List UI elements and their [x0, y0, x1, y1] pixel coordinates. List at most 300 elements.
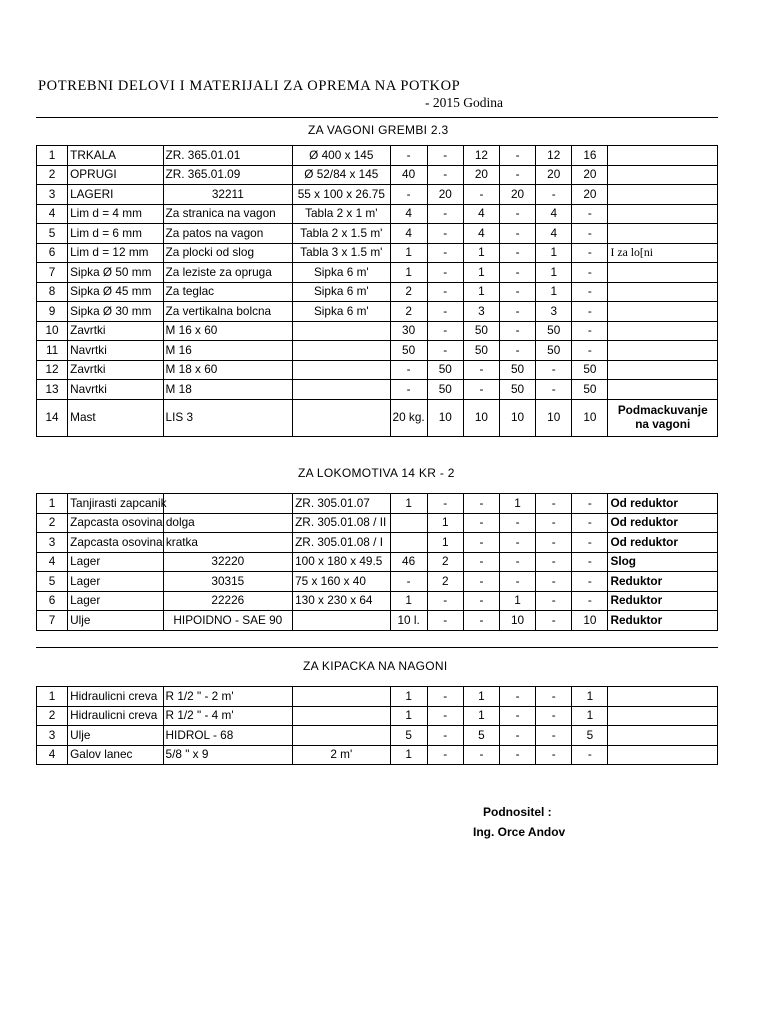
- table-cell: R 1/2 " - 2 m': [163, 687, 293, 707]
- table-cell: 12: [536, 146, 572, 166]
- table-cell: -: [463, 185, 499, 205]
- table-cell: 10: [499, 399, 535, 436]
- table-cell: 50: [572, 380, 608, 400]
- table-cell: 4: [37, 552, 68, 572]
- table-cell: Zapcasta osovina kratka: [68, 533, 163, 553]
- table-cell: -: [390, 185, 427, 205]
- table-cell: Sipka 6 m': [293, 263, 390, 283]
- table-cell: M 16: [163, 341, 293, 361]
- table-cell: 1: [390, 745, 427, 765]
- table-cell: LAGERI: [68, 185, 163, 205]
- table-cell: Sipka 6 m': [293, 302, 390, 322]
- table-cell: 46: [390, 552, 427, 572]
- table-cell: -: [572, 321, 608, 341]
- table-cell: 4: [37, 745, 68, 765]
- table-row: [37, 611, 718, 631]
- table-cell: 1: [536, 263, 572, 283]
- table-cell: 1: [499, 494, 535, 514]
- table-cell: 2: [37, 165, 68, 185]
- table-cell: -: [463, 494, 499, 514]
- table-cell: 1: [37, 494, 68, 514]
- table-cell: Za leziste za opruga: [163, 263, 293, 283]
- table-cell: 20 kg.: [390, 399, 427, 436]
- table-cell: 1: [390, 243, 427, 263]
- table-cell: [390, 513, 427, 533]
- table-cell: 75 x 160 x 40: [293, 572, 390, 592]
- table-cell: 50: [427, 360, 463, 380]
- table-cell: Galov lanec: [68, 745, 163, 765]
- table-cell: [608, 263, 718, 283]
- table-cell: Tanjirasti zapcanik: [68, 494, 163, 514]
- table-cell: -: [536, 494, 572, 514]
- table-cell: 30315: [163, 572, 293, 592]
- table-cell: 22226: [163, 591, 293, 611]
- table-cell: ZR. 305.01.07: [293, 494, 390, 514]
- table-cell: -: [427, 341, 463, 361]
- table-row: [37, 360, 718, 380]
- table-cell: [293, 321, 390, 341]
- table-cell: -: [536, 726, 572, 746]
- table-cell: -: [463, 572, 499, 592]
- table-cell: 1: [390, 591, 427, 611]
- table-cell: 14: [37, 399, 68, 436]
- table-cell: 1: [536, 282, 572, 302]
- table-cell: -: [427, 243, 463, 263]
- table-cell: -: [463, 745, 499, 765]
- table-cell: 4: [463, 224, 499, 244]
- table-cell: Navrtki: [68, 380, 163, 400]
- table-cell: 50: [499, 380, 535, 400]
- table-cell: -: [427, 282, 463, 302]
- table-cell: -: [499, 282, 535, 302]
- table-cell: 10: [499, 611, 535, 631]
- table-cell: 20: [499, 185, 535, 205]
- table-cell: -: [463, 380, 499, 400]
- table-cell: -: [572, 513, 608, 533]
- table-cell: HIPOIDNO - SAE 90: [163, 611, 293, 631]
- table-cell: -: [499, 263, 535, 283]
- table-cell: -: [572, 282, 608, 302]
- table-cell: 20: [572, 185, 608, 205]
- table-cell: 1: [390, 494, 427, 514]
- table-cell: 9: [37, 302, 68, 322]
- table-cell: 12: [463, 146, 499, 166]
- table-cell: Sipka Ø 30 mm: [68, 302, 163, 322]
- table-cell: Hidraulicni creva: [68, 706, 163, 726]
- table-cell: Od reduktor: [608, 533, 718, 553]
- table-cell: Za stranica na vagon: [163, 204, 293, 224]
- table-cell: -: [427, 611, 463, 631]
- table-cell: Od reduktor: [608, 494, 718, 514]
- table-cell: [608, 321, 718, 341]
- table-cell: 20: [536, 165, 572, 185]
- table-cell: TRKALA: [68, 146, 163, 166]
- table-cell: Lim d = 4 mm: [68, 204, 163, 224]
- table-cell: 5: [572, 726, 608, 746]
- table-cell: -: [427, 224, 463, 244]
- divider-line: [36, 117, 718, 118]
- table-cell: OPRUGI: [68, 165, 163, 185]
- table-cell: 1: [390, 687, 427, 707]
- table-cell: -: [572, 552, 608, 572]
- table-cell: -: [463, 552, 499, 572]
- table-cell: [608, 360, 718, 380]
- table-cell: Mast: [68, 399, 163, 436]
- table-cell: -: [427, 745, 463, 765]
- table-cell: -: [463, 533, 499, 553]
- table-cell: 3: [536, 302, 572, 322]
- document-subtitle: - 2015 Godina: [425, 95, 503, 110]
- table-cell: -: [427, 204, 463, 224]
- section-heading-vagoni: ZA VAGONI GREMBI 2.3: [308, 123, 449, 137]
- table-cell: Od reduktor: [608, 513, 718, 533]
- table-cell: -: [499, 224, 535, 244]
- table-cell: [163, 494, 293, 514]
- table-cell: -: [536, 513, 572, 533]
- table-cell: -: [499, 726, 535, 746]
- table-cell: 5: [390, 726, 427, 746]
- table-cell: 50: [499, 360, 535, 380]
- table-cell: -: [427, 494, 463, 514]
- table-cell: M 16 x 60: [163, 321, 293, 341]
- table-cell: 2: [390, 282, 427, 302]
- table-cell: 1: [463, 282, 499, 302]
- table-cell: -: [499, 745, 535, 765]
- table-cell: R 1/2 " - 4 m': [163, 706, 293, 726]
- table-cell: [293, 341, 390, 361]
- table-cell: 100 x 180 x 49.5: [293, 552, 390, 572]
- table-cell: Ø 400 x 145: [293, 146, 390, 166]
- table-cell: [293, 687, 390, 707]
- table-cell: [293, 399, 390, 436]
- table-cell: -: [390, 380, 427, 400]
- table-cell: Lim d = 12 mm: [68, 243, 163, 263]
- table-row: [37, 745, 718, 765]
- table-cell: 2: [427, 572, 463, 592]
- table-cell: Lager: [68, 591, 163, 611]
- table-cell: 50: [463, 341, 499, 361]
- table-cell: [293, 726, 390, 746]
- table-cell: -: [536, 380, 572, 400]
- table-cell: 1: [390, 706, 427, 726]
- table-cell: [293, 380, 390, 400]
- table-cell: [608, 745, 718, 765]
- table-cell: [608, 282, 718, 302]
- table-cell: -: [499, 533, 535, 553]
- table-cell: 10: [572, 399, 608, 436]
- table-cell: -: [572, 591, 608, 611]
- table-cell: 50: [536, 341, 572, 361]
- section-heading-lokomotiva: ZA LOKOMOTIVA 14 KR - 2: [298, 466, 455, 480]
- table-cell: 30: [390, 321, 427, 341]
- table-cell: [608, 204, 718, 224]
- table-cell: 6: [37, 591, 68, 611]
- table-cell: -: [499, 243, 535, 263]
- table-cell: -: [499, 204, 535, 224]
- table-row: [37, 399, 718, 436]
- table-cell: -: [427, 263, 463, 283]
- table-cell: Sipka Ø 45 mm: [68, 282, 163, 302]
- table-cell: 32220: [163, 552, 293, 572]
- table-cell: -: [572, 745, 608, 765]
- table-cell: 4: [390, 204, 427, 224]
- table-cell: 13: [37, 380, 68, 400]
- table-cell: 3: [463, 302, 499, 322]
- table-cell: [608, 726, 718, 746]
- table-cell: [608, 341, 718, 361]
- table-cell: Zapcasta osovina dolga: [68, 513, 163, 533]
- table-cell: 50: [536, 321, 572, 341]
- table-cell: [293, 706, 390, 726]
- table-cell: -: [536, 533, 572, 553]
- table-cell: -: [390, 360, 427, 380]
- table-row: [37, 146, 718, 166]
- table-cell: 11: [37, 341, 68, 361]
- table-cell: Za vertikalna bolcna: [163, 302, 293, 322]
- table-cell: Reduktor: [608, 572, 718, 592]
- table-cell: -: [499, 552, 535, 572]
- table-cell: 10: [37, 321, 68, 341]
- table-cell: -: [499, 146, 535, 166]
- section-heading-kipacka: ZA KIPACKA NA NAGONI: [303, 659, 448, 673]
- table-kipacka: [36, 686, 718, 765]
- table-row: [37, 341, 718, 361]
- table-cell: -: [427, 706, 463, 726]
- table-cell: -: [499, 341, 535, 361]
- table-cell: 1: [463, 687, 499, 707]
- table-cell: 3: [37, 185, 68, 205]
- table-cell: 5: [37, 572, 68, 592]
- table-cell: -: [536, 706, 572, 726]
- table-cell: -: [536, 687, 572, 707]
- table-cell: HIDROL - 68: [163, 726, 293, 746]
- table-cell: 4: [536, 204, 572, 224]
- table-row: [37, 726, 718, 746]
- table-cell: -: [536, 611, 572, 631]
- table-row: [37, 552, 718, 572]
- table-cell: 1: [427, 533, 463, 553]
- table-cell: -: [572, 204, 608, 224]
- table-cell: -: [463, 611, 499, 631]
- table-cell: -: [463, 360, 499, 380]
- table-cell: -: [427, 687, 463, 707]
- table-cell: -: [536, 572, 572, 592]
- table-cell: Ulje: [68, 726, 163, 746]
- table-cell: -: [499, 321, 535, 341]
- table-row: [37, 321, 718, 341]
- table-cell: Lager: [68, 552, 163, 572]
- table-cell: 20: [463, 165, 499, 185]
- table-cell: 1: [536, 243, 572, 263]
- table-cell: 4: [463, 204, 499, 224]
- table-cell: -: [499, 165, 535, 185]
- table-cell: 2: [427, 552, 463, 572]
- table-cell: -: [427, 165, 463, 185]
- table-cell: -: [536, 360, 572, 380]
- table-row: [37, 302, 718, 322]
- table-cell: M 18 x 60: [163, 360, 293, 380]
- table-cell: -: [427, 321, 463, 341]
- table-cell: 50: [427, 380, 463, 400]
- table-cell: Navrtki: [68, 341, 163, 361]
- table-cell: [608, 706, 718, 726]
- document-title: POTREBNI DELOVI I MATERIJALI ZA OPREMA NA POTKOP: [38, 78, 461, 94]
- table-row: [37, 572, 718, 592]
- table-cell: [293, 360, 390, 380]
- table-cell: Reduktor: [608, 611, 718, 631]
- table-cell: -: [463, 591, 499, 611]
- table-cell: [608, 224, 718, 244]
- table-cell: [293, 611, 390, 631]
- table-cell: -: [572, 302, 608, 322]
- table-cell: 5/8 " x 9: [163, 745, 293, 765]
- table-cell: 1: [427, 513, 463, 533]
- table-cell: ZR. 305.01.08 / II: [293, 513, 390, 533]
- table-cell: -: [499, 572, 535, 592]
- table-cell: [608, 146, 718, 166]
- table-cell: -: [390, 572, 427, 592]
- table-cell: [608, 165, 718, 185]
- table-cell: 3: [37, 726, 68, 746]
- table-cell: -: [572, 572, 608, 592]
- table-cell: 1: [37, 146, 68, 166]
- table-cell: Za patos na vagon: [163, 224, 293, 244]
- table-lokomotiva: [36, 493, 718, 631]
- table-cell: 20: [427, 185, 463, 205]
- divider-line: [36, 647, 718, 648]
- table-cell: Tabla 2 x 1.5 m': [293, 224, 390, 244]
- table-cell: 3: [37, 533, 68, 553]
- table-cell: 2: [37, 706, 68, 726]
- table-cell: 40: [390, 165, 427, 185]
- signature-name: Ing. Orce Andov: [473, 825, 566, 839]
- table-cell: Lager: [68, 572, 163, 592]
- table-cell: 50: [463, 321, 499, 341]
- table-cell: [390, 533, 427, 553]
- table-cell: -: [427, 591, 463, 611]
- table-cell: [608, 380, 718, 400]
- table-cell: 6: [37, 243, 68, 263]
- table-row: [37, 380, 718, 400]
- table-cell: 32211: [163, 185, 293, 205]
- table-cell: -: [499, 513, 535, 533]
- table-cell: ZR. 365.01.01: [163, 146, 293, 166]
- table-cell: [608, 302, 718, 322]
- table-cell: 1: [463, 243, 499, 263]
- table-row: [37, 706, 718, 726]
- table-cell: 1: [463, 706, 499, 726]
- table-cell: 1: [499, 591, 535, 611]
- table-cell: 4: [37, 204, 68, 224]
- table-cell: -: [499, 687, 535, 707]
- table-cell: -: [572, 224, 608, 244]
- table-cell: -: [536, 185, 572, 205]
- table-row: [37, 591, 718, 611]
- table-cell: -: [572, 243, 608, 263]
- table-cell: 1: [37, 687, 68, 707]
- table-cell: 5: [37, 224, 68, 244]
- table-cell: 2 m': [293, 745, 390, 765]
- table-cell: 7: [37, 263, 68, 283]
- table-cell: 55 x 100 x 26.75: [293, 185, 390, 205]
- table-cell: -: [463, 513, 499, 533]
- table-cell: -: [390, 146, 427, 166]
- table-cell: 2: [37, 513, 68, 533]
- table-row: [37, 165, 718, 185]
- table-cell: Hidraulicni creva: [68, 687, 163, 707]
- table-cell: 20: [572, 165, 608, 185]
- table-cell: 130 x 230 x 64: [293, 591, 390, 611]
- table-cell: LIS 3: [163, 399, 293, 436]
- table-cell: I za lo[ni: [608, 243, 718, 263]
- table-cell: 10 l.: [390, 611, 427, 631]
- table-row: [37, 513, 718, 533]
- table-row: [37, 282, 718, 302]
- table-row: [37, 185, 718, 205]
- table-cell: Sipka Ø 50 mm: [68, 263, 163, 283]
- table-cell: M 18: [163, 380, 293, 400]
- table-cell: -: [572, 263, 608, 283]
- table-cell: Lim d = 6 mm: [68, 224, 163, 244]
- table-cell: 4: [536, 224, 572, 244]
- table-cell: -: [427, 726, 463, 746]
- table-cell: Sipka 6 m': [293, 282, 390, 302]
- table-cell: [608, 687, 718, 707]
- table-cell: -: [499, 706, 535, 726]
- table-cell: 1: [463, 263, 499, 283]
- table-cell: Ø 52/84 x 145: [293, 165, 390, 185]
- table-row: [37, 533, 718, 553]
- table-cell: 12: [37, 360, 68, 380]
- table-cell: 1: [390, 263, 427, 283]
- table-cell: 4: [390, 224, 427, 244]
- table-row: [37, 204, 718, 224]
- table-cell: Zavrtki: [68, 321, 163, 341]
- table-cell: 2: [390, 302, 427, 322]
- table-cell: 5: [463, 726, 499, 746]
- table-cell: 50: [390, 341, 427, 361]
- table-cell: Tabla 2 x 1 m': [293, 204, 390, 224]
- table-cell: 8: [37, 282, 68, 302]
- table-cell: Podmackuvanje na vagoni: [608, 399, 718, 436]
- table-cell: -: [427, 302, 463, 322]
- table-cell: Reduktor: [608, 591, 718, 611]
- table-row: [37, 494, 718, 514]
- table-cell: Zavrtki: [68, 360, 163, 380]
- table-row: [37, 263, 718, 283]
- table-cell: 16: [572, 146, 608, 166]
- table-row: [37, 687, 718, 707]
- table-cell: -: [536, 591, 572, 611]
- table-cell: -: [536, 745, 572, 765]
- table-cell: -: [572, 341, 608, 361]
- table-cell: 10: [427, 399, 463, 436]
- table-cell: 10: [572, 611, 608, 631]
- table-cell: -: [499, 302, 535, 322]
- table-cell: -: [427, 146, 463, 166]
- table-cell: 1: [572, 687, 608, 707]
- table-cell: 10: [463, 399, 499, 436]
- table-cell: 7: [37, 611, 68, 631]
- table-cell: Ulje: [68, 611, 163, 631]
- table-cell: Tabla 3 x 1.5 m': [293, 243, 390, 263]
- table-cell: ZR. 365.01.09: [163, 165, 293, 185]
- table-cell: Za plocki od slog: [163, 243, 293, 263]
- table-cell: ZR. 305.01.08 / I: [293, 533, 390, 553]
- table-cell: Za teglac: [163, 282, 293, 302]
- table-cell: -: [572, 494, 608, 514]
- table-row: [37, 224, 718, 244]
